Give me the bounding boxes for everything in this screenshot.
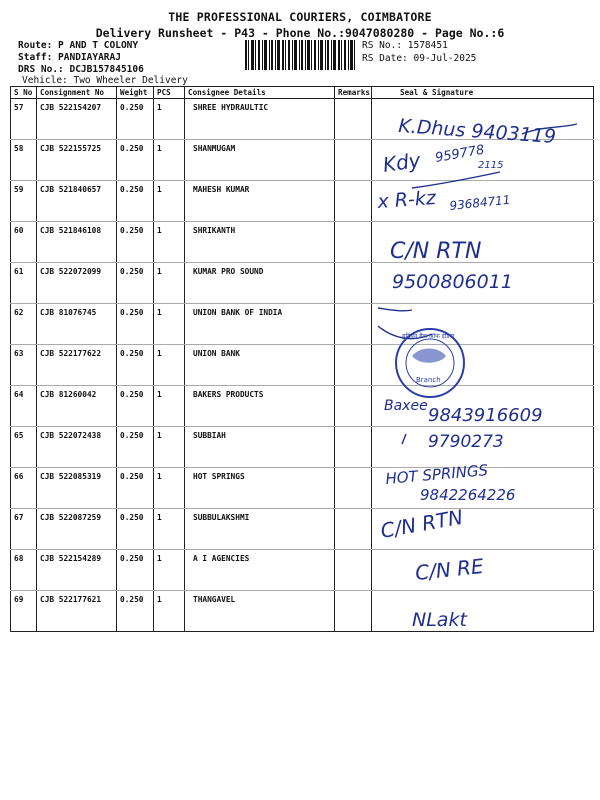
cell-pcs: 1 — [154, 345, 185, 386]
cell-consignee: UNION BANK — [185, 345, 335, 386]
cell-consignment: CJB 522155725 — [37, 140, 117, 181]
cell-remarks — [335, 222, 372, 263]
cell-consignee: SHREE HYDRAULTIC — [185, 99, 335, 140]
cell-sno: 69 — [11, 591, 37, 632]
cell-weight: 0.250 — [117, 140, 154, 181]
cell-sno: 61 — [11, 263, 37, 304]
cell-pcs: 1 — [154, 304, 185, 345]
cell-consignment: CJB 522072099 — [37, 263, 117, 304]
cell-consignment: CJB 522085319 — [37, 468, 117, 509]
stamp-text-line2: Branch — [416, 376, 441, 384]
signature-row-58c: 2115 — [478, 160, 504, 171]
cell-weight: 0.250 — [117, 304, 154, 345]
cell-consignment: CJB 522154207 — [37, 99, 117, 140]
cell-consignment: CJB 81260042 — [37, 386, 117, 427]
signature-row-66a: HOT SPRINGS — [384, 461, 489, 488]
signature-row-66b: 9842264226 — [420, 486, 516, 504]
signature-row-59a: x R-kz — [376, 186, 437, 213]
cell-remarks — [335, 345, 372, 386]
rs-date: RS Date: 09-Jul-2025 — [362, 53, 477, 64]
cell-weight: 0.250 — [117, 263, 154, 304]
drs-number: DRS No.: DCJB157845106 — [18, 64, 144, 75]
signature-row-69: NLakt — [412, 609, 467, 631]
cell-weight: 0.250 — [117, 427, 154, 468]
cell-remarks — [335, 304, 372, 345]
cell-remarks — [335, 263, 372, 304]
cell-weight: 0.250 — [117, 550, 154, 591]
cell-pcs: 1 — [154, 591, 185, 632]
cell-consignment: CJB 521840657 — [37, 181, 117, 222]
cell-consignee: A I AGENCIES — [185, 550, 335, 591]
cell-consignee: SHANMUGAM — [185, 140, 335, 181]
signature-row-65: 9790273 — [428, 432, 504, 452]
staff-label: Staff: PANDIAYARAJ — [18, 52, 121, 63]
signature-overlay — [372, 98, 594, 638]
cell-pcs: 1 — [154, 386, 185, 427]
signature-row-60: C/N RTN — [390, 239, 482, 264]
table-header-row — [11, 87, 594, 99]
cell-sno: 68 — [11, 550, 37, 591]
cell-consignee: KUMAR PRO SOUND — [185, 263, 335, 304]
cell-sno: 59 — [11, 181, 37, 222]
cell-weight: 0.250 — [117, 386, 154, 427]
bank-stamp — [396, 329, 464, 397]
cell-consignee: SUBBULAKSHMI — [185, 509, 335, 550]
cell-pcs: 1 — [154, 140, 185, 181]
cell-sno: 58 — [11, 140, 37, 181]
cell-sno: 63 — [11, 345, 37, 386]
cell-consignment: CJB 522087259 — [37, 509, 117, 550]
cell-sno: 65 — [11, 427, 37, 468]
cell-remarks — [335, 550, 372, 591]
cell-weight: 0.250 — [117, 509, 154, 550]
cell-consignee: SUBBIAH — [185, 427, 335, 468]
cell-consignment: CJB 522154289 — [37, 550, 117, 591]
cell-remarks — [335, 427, 372, 468]
document-title: THE PROFESSIONAL COURIERS, COIMBATORE — [168, 10, 432, 24]
route-label: Route: P AND T COLONY — [18, 40, 139, 51]
column-header-weight: Weight — [117, 87, 154, 99]
cell-sno: 62 — [11, 304, 37, 345]
column-header-consignee: Consignee Details — [185, 87, 335, 99]
column-header-pcs: PCS — [154, 87, 185, 99]
cell-pcs: 1 — [154, 468, 185, 509]
column-header-consignment: Consignment No — [37, 87, 117, 99]
cell-weight: 0.250 — [117, 222, 154, 263]
cell-remarks — [335, 140, 372, 181]
column-header-remarks: Remarks — [335, 87, 372, 99]
cell-pcs: 1 — [154, 550, 185, 591]
barcode-image — [245, 40, 355, 70]
rs-number: RS No.: 1578451 — [362, 40, 448, 51]
column-header-sno: S No — [11, 87, 37, 99]
cell-remarks — [335, 591, 372, 632]
signature-row-67: C/N RTN — [378, 504, 465, 543]
vehicle-label: Vehicle: Two Wheeler Delivery — [22, 75, 188, 86]
signature-row-64b: 9843916609 — [428, 405, 543, 426]
cell-weight: 0.250 — [117, 468, 154, 509]
column-header-signature: Seal & Signature — [372, 87, 594, 99]
cell-consignment: CJB 522072438 — [37, 427, 117, 468]
cell-remarks — [335, 181, 372, 222]
cell-consignee: SHRIKANTH — [185, 222, 335, 263]
signature-row-58b: 959778 — [434, 142, 486, 166]
cell-sno: 64 — [11, 386, 37, 427]
cell-weight: 0.250 — [117, 99, 154, 140]
cell-consignee: THANGAVEL — [185, 591, 335, 632]
cell-weight: 0.250 — [117, 591, 154, 632]
stamp-text-line1: यूनियन बैंक ऑफ इंडिया — [402, 333, 455, 340]
cell-consignee: MAHESH KUMAR — [185, 181, 335, 222]
cell-sno: 66 — [11, 468, 37, 509]
cell-consignee: HOT SPRINGS — [185, 468, 335, 509]
cell-consignment: CJB 81076745 — [37, 304, 117, 345]
cell-consignment: CJB 522177622 — [37, 345, 117, 386]
cell-pcs: 1 — [154, 427, 185, 468]
signature-row-57: K.Dhus 9403119 — [397, 115, 557, 148]
cell-consignee: BAKERS PRODUCTS — [185, 386, 335, 427]
cell-sno: 57 — [11, 99, 37, 140]
cell-pcs: 1 — [154, 99, 185, 140]
cell-consignee: UNION BANK OF INDIA — [185, 304, 335, 345]
document-subtitle: Delivery Runsheet - P43 - Phone No.:9047080280 - Page No.:6 — [95, 26, 505, 40]
signature-row-58a: Kdy — [381, 147, 422, 177]
signature-row-68: C/N RE — [414, 553, 485, 585]
cell-weight: 0.250 — [117, 181, 154, 222]
signature-row-61: 9500806011 — [392, 271, 513, 293]
cell-pcs: 1 — [154, 222, 185, 263]
cell-consignment: CJB 522177621 — [37, 591, 117, 632]
cell-sno: 67 — [11, 509, 37, 550]
cell-weight: 0.250 — [117, 345, 154, 386]
cell-pcs: 1 — [154, 509, 185, 550]
cell-consignment: CJB 521846108 — [37, 222, 117, 263]
signature-row-59b: 93684711 — [448, 192, 512, 213]
cell-remarks — [335, 509, 372, 550]
cell-sno: 60 — [11, 222, 37, 263]
cell-remarks — [335, 468, 372, 509]
cell-remarks — [335, 99, 372, 140]
cell-remarks — [335, 386, 372, 427]
cell-pcs: 1 — [154, 181, 185, 222]
cell-pcs: 1 — [154, 263, 185, 304]
signature-row-64a: Baxee — [384, 398, 428, 414]
